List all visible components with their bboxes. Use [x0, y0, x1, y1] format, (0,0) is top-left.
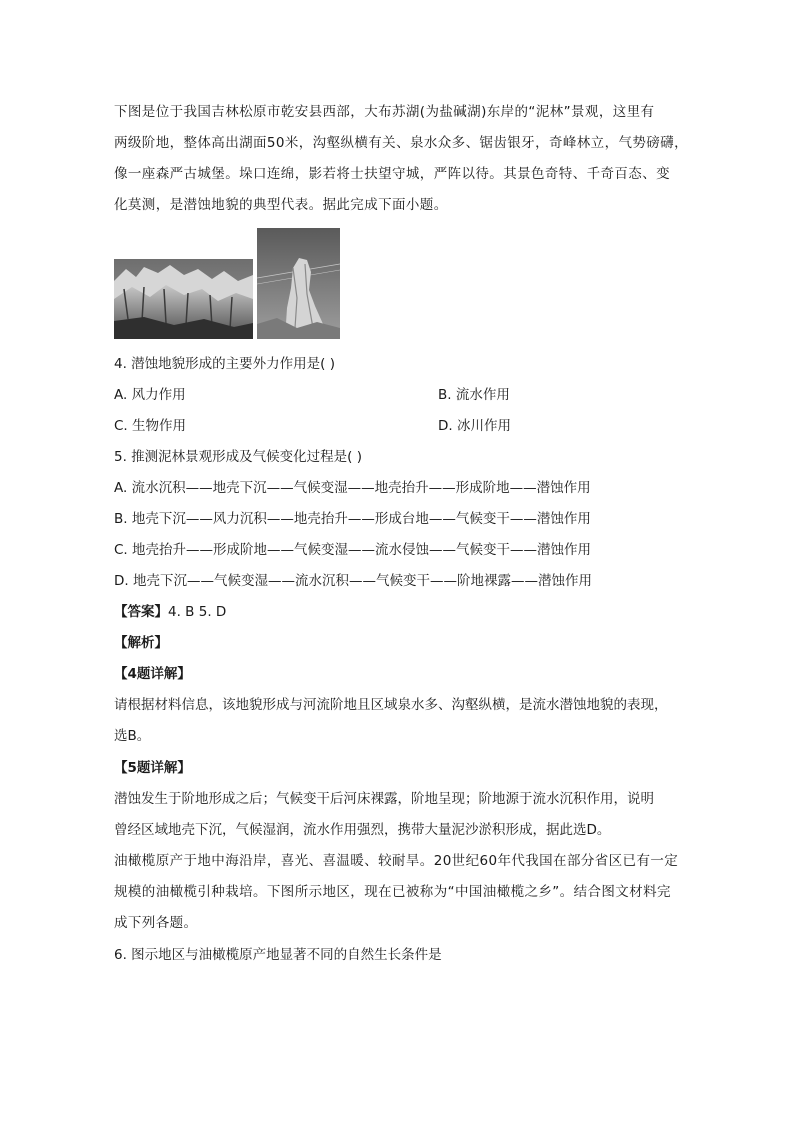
detail-5-title: 【5题详解】 [114, 760, 191, 776]
detail-4-title: 【4题详解】 [114, 666, 191, 682]
analysis-label: 【解析】 [114, 635, 168, 651]
answer-label: 【答案】 [114, 604, 168, 620]
passage1-line3: 像一座森严古城堡。垛口连绵，影若将士扶望守城，严阵以待。其景色奇特、千奇百态、变 [114, 166, 670, 182]
answer-text: 4. B 5. D [168, 604, 227, 620]
passage1-line2: 两级阶地，整体高出湖面50米，沟壑纵横有关、泉水众多、锯齿银牙，奇峰林立，气势磅礴， [114, 135, 688, 151]
question-5-stem: 5. 推测泥林景观形成及气候变化过程是( ) [114, 449, 362, 465]
detail-4-line2: 选B。 [114, 728, 151, 744]
question-5-option-a: A. 流水沉积——地壳下沉——气候变湿——地壳抬升——形成阶地——潜蚀作用 [114, 480, 591, 496]
answer-row [114, 600, 226, 620]
question-6-stem: 6. 图示地区与油橄榄原产地显著不同的自然生长条件是 [114, 947, 442, 963]
question-5-option-d: D. 地壳下沉——气候变湿——流水沉积——气候变干——阶地裸露——潜蚀作用 [114, 573, 592, 589]
passage1-line1: 下图是位于我国吉林松原市乾安县西部，大布苏湖(为盐碱湖)东岸的“泥林”景观，这里有 [114, 104, 655, 120]
question-4-option-c: C. 生物作用 [114, 418, 187, 434]
question-4-option-d: D. 冰川作用 [438, 418, 511, 434]
mud-forest-pillar-photo [257, 228, 340, 339]
passage2-line3: 成下列各题。 [114, 915, 198, 931]
detail-5-line2: 曾经区域地壳下沉，气候湿润，流水作用强烈，携带大量泥沙淤积形成，据此选D。 [114, 822, 611, 838]
passage1-line4: 化莫测，是潜蚀地貌的典型代表。据此完成下面小题。 [114, 197, 448, 213]
question-4-option-b: B. 流水作用 [438, 387, 510, 403]
question-5-option-c: C. 地壳抬升——形成阶地——气候变湿——流水侵蚀——气候变干——潜蚀作用 [114, 542, 592, 558]
passage2-line2: 规模的油橄榄引种栽培。下图所示地区，现在已被称为“中国油橄榄之乡”。结合图文材料完 [114, 884, 671, 900]
detail-4-line1: 请根据材料信息，该地貌形成与河流阶地且区域泉水多、沟壑纵横，是流水潜蚀地貌的表现， [114, 697, 668, 713]
passage2-line1: 油橄榄原产于地中海沿岸，喜光、喜温暖、较耐旱。20世纪60年代我国在部分省区已有一定 [114, 853, 679, 869]
question-4-stem: 4. 潜蚀地貌形成的主要外力作用是( ) [114, 356, 335, 372]
detail-5-line1: 潜蚀发生于阶地形成之后；气候变干后河床裸露，阶地呈现；阶地源于流水沉积作用，说明 [114, 791, 654, 807]
question-4-option-a: A. 风力作用 [114, 387, 186, 403]
mud-forest-landscape-photo [114, 259, 253, 339]
question-5-option-b: B. 地壳下沉——风力沉积——地壳抬升——形成台地——气候变干——潜蚀作用 [114, 511, 591, 527]
